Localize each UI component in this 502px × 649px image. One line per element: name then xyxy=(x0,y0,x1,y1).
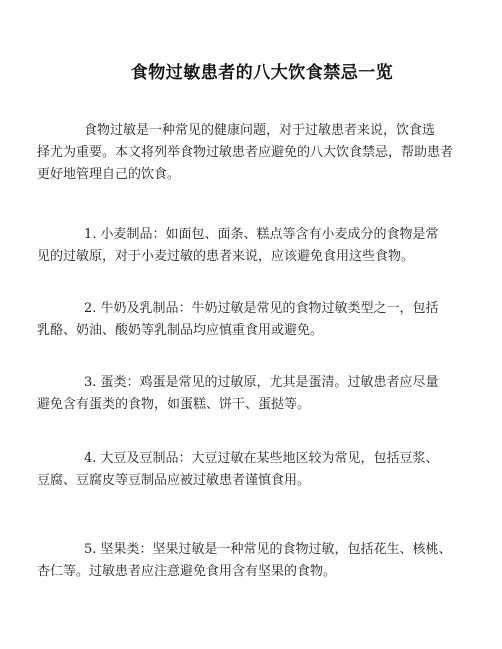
paragraph-line: 1. 小麦制品：如面包、面条、糕点等含有小麦成分的食物是常 xyxy=(84,227,439,242)
paragraph-continuation: 杏仁等。过敏患者应注意避免食用含有坚果的食物。 xyxy=(37,564,337,579)
paragraph-line: 2. 牛奶及乳制品：牛奶过敏是常见的食物过敏类型之一，包括 xyxy=(84,301,439,316)
paragraph-line: 食物过敏是一种常见的健康问题，对于过敏患者来说，饮食选 xyxy=(84,123,436,138)
paragraph-continuation: 豆腐、豆腐皮等豆制品应被过敏患者谨慎食用。 xyxy=(37,473,311,488)
paragraph-line: 5. 坚果类：坚果过敏是一种常见的食物过敏，包括花生、核桃、 xyxy=(84,542,452,557)
paragraph-continuation: 乳酪、奶油、酸奶等乳制品均应慎重食用或避免。 xyxy=(37,323,324,338)
list-item-nuts xyxy=(37,539,454,583)
paragraph-line: 3. 蛋类：鸡蛋是常见的过敏原，尤其是蛋清。过敏患者应尽量 xyxy=(84,375,439,390)
list-item-wheat xyxy=(37,224,454,268)
paragraph-continuation: 避免含有蛋类的食物，如蛋糕、饼干、蛋挞等。 xyxy=(37,397,311,412)
paragraph-continuation: 择尤为重要。本文将列举食物过敏患者应避免的八大饮食禁忌，帮助患者更好地管理自己的饮食。 xyxy=(37,145,454,182)
paragraph-line: 4. 大豆及豆制品：大豆过敏在某些地区较为常见，包括豆浆、 xyxy=(84,451,439,466)
list-item-eggs xyxy=(37,372,454,416)
list-item-milk xyxy=(37,298,454,342)
intro-paragraph xyxy=(37,120,454,186)
document-title: 食物过敏患者的八大饮食禁忌一览 xyxy=(130,63,394,83)
paragraph-continuation: 见的过敏原，对于小麦过敏的患者来说，应该避免食用这些食物。 xyxy=(37,249,415,264)
list-item-soy xyxy=(37,448,454,492)
